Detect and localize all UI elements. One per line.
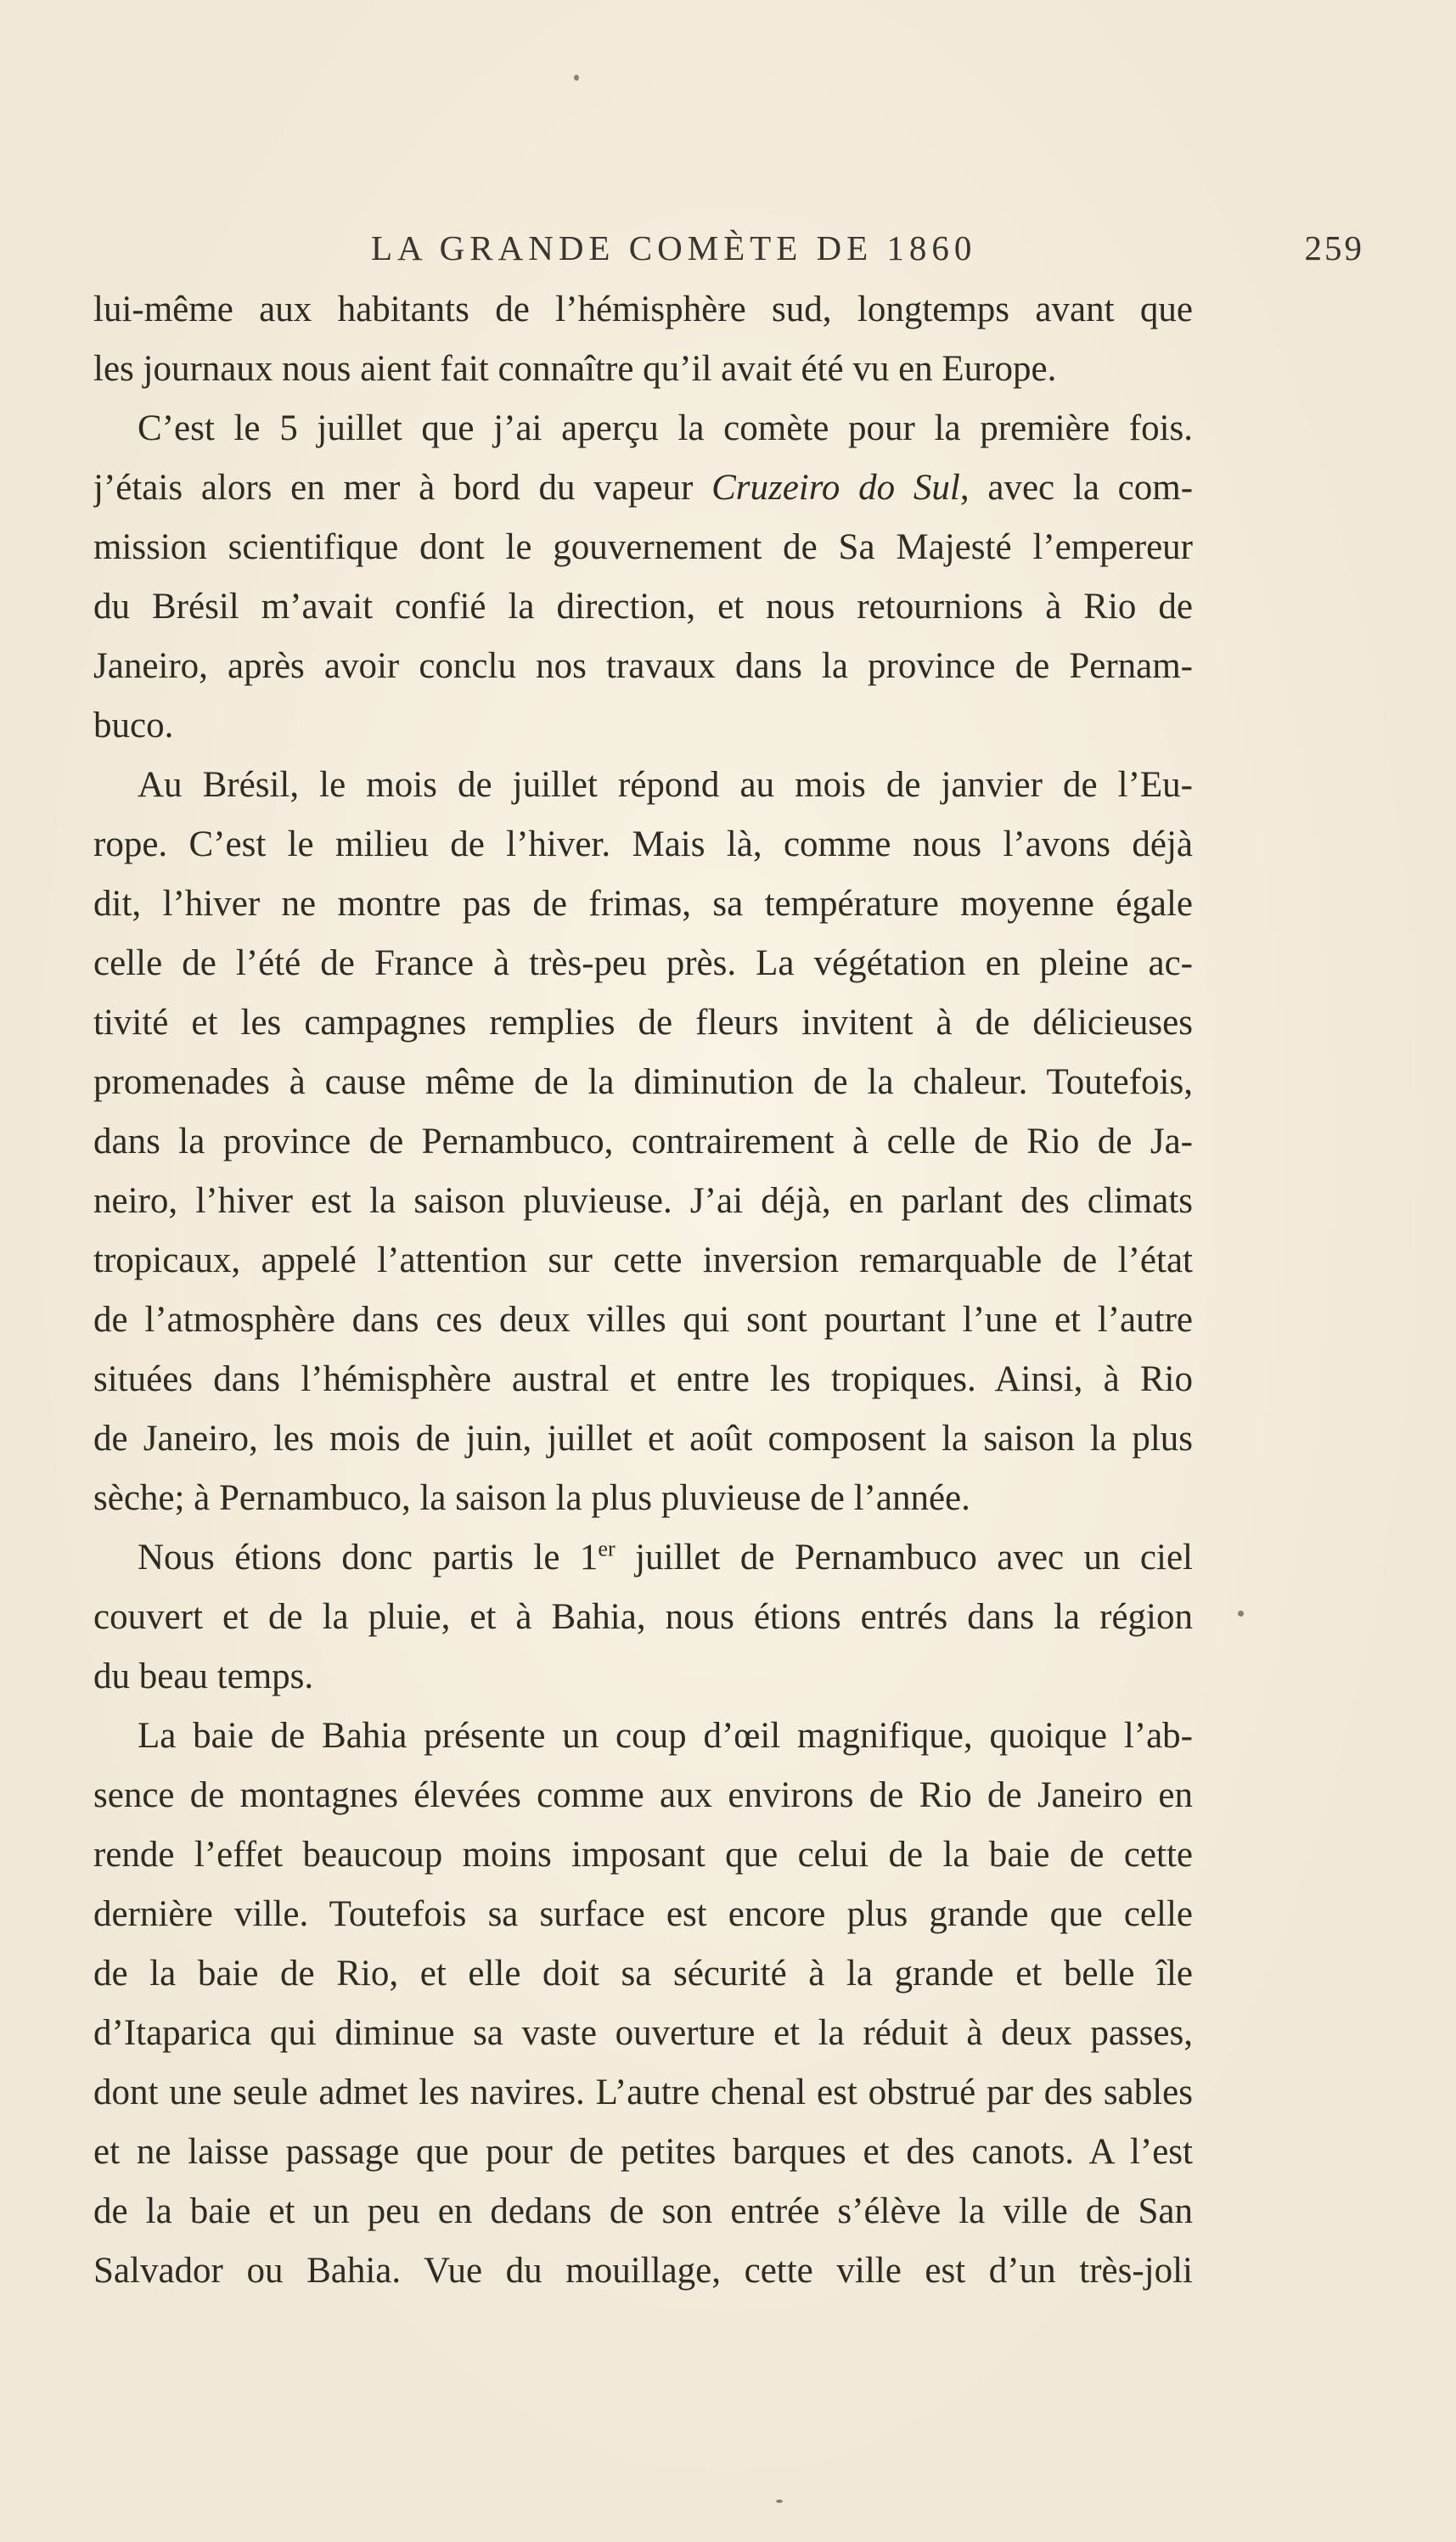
- text-line: couvert et de la pluie, et à Bahia, nous étions entrés dans la région: [93, 1597, 1193, 1637]
- text-line: du Brésil m’avait confié la direction, et nous retournions à Rio de: [93, 587, 1193, 627]
- body-text: [93, 280, 1193, 2301]
- text-line: celle de l’été de France à très-peu près. La végétation en pleine ac-: [93, 943, 1193, 983]
- text-line: sèche; à Pernambuco, la saison la plus pluvieuse de l’année.: [93, 1478, 970, 1518]
- text-line: dit, l’hiver ne montre pas de frimas, sa température moyenne égale: [93, 884, 1193, 924]
- text-line: les journaux nous aient fait connaître qu’il avait été vu en Europe.: [93, 349, 1057, 389]
- running-header: [371, 228, 1364, 275]
- text-line: [93, 458, 1193, 518]
- ordinal-superscript: er: [598, 1536, 616, 1561]
- text-line: Salvador ou Bahia. Vue du mouillage, cette ville est d’un très-joli: [93, 2251, 1193, 2291]
- text-line: sence de montagnes élevées comme aux environs de Rio de Janeiro en: [93, 1775, 1193, 1815]
- text-segment: juillet de Pernambuco avec un ciel: [615, 1538, 1193, 1578]
- running-title: LA GRANDE COMÈTE DE 1860: [371, 228, 977, 267]
- text-line: de Janeiro, les mois de juin, juillet et août composent la saison la plus: [93, 1419, 1193, 1459]
- text-line: de la baie et un peu en dedans de son entrée s’élève la ville de San: [93, 2191, 1193, 2231]
- text-line: lui-même aux habitants de l’hémisphère sud, longtemps avant que: [93, 290, 1193, 329]
- ship-name-italic: Cruzeiro do Sul: [711, 468, 960, 508]
- text-line: La baie de Bahia présente un coup d’œil magnifique, quoique l’ab-: [138, 1716, 1193, 1756]
- text-line: de la baie de Rio, et elle doit sa sécurité à la grande et belle île: [93, 1954, 1193, 1994]
- text-line: dernière ville. Toutefois sa surface est encore plus grande que celle: [93, 1894, 1193, 1934]
- text-line: promenades à cause même de la diminution de la chaleur. Toutefois,: [93, 1062, 1193, 1102]
- text-line: situées dans l’hémisphère austral et entre les tropiques. Ainsi, à Rio: [93, 1359, 1193, 1399]
- text-line: buco.: [93, 706, 174, 745]
- paper-speck: [776, 2500, 783, 2503]
- text-line: [93, 1528, 1193, 1588]
- paper-speck: [574, 75, 579, 81]
- text-line: dans la province de Pernambuco, contrairement à celle de Rio de Ja-: [93, 1122, 1193, 1161]
- text-line: dont une seule admet les navires. L’autre chenal est obstrué par des sables: [93, 2072, 1193, 2112]
- text-line: mission scientifique dont le gouvernement de Sa Majesté l’empereur: [93, 527, 1193, 567]
- text-line: rende l’effet beaucoup moins imposant que celui de la baie de cette: [93, 1835, 1193, 1875]
- text-line: tropicaux, appelé l’attention sur cette inversion remarquable de l’état: [93, 1240, 1193, 1280]
- paper-speck: [1238, 1611, 1244, 1617]
- text-line: Janeiro, après avoir conclu nos travaux dans la province de Pernam-: [93, 646, 1193, 686]
- text-segment: Nous étions donc partis le 1: [138, 1538, 599, 1578]
- text-segment: , avec la com-: [959, 468, 1193, 508]
- text-line: du beau temps.: [93, 1656, 314, 1696]
- text-line: C’est le 5 juillet que j’ai aperçu la comète pour la première fois.: [138, 408, 1193, 448]
- text-line: neiro, l’hiver est la saison pluvieuse. J’ai déjà, en parlant des climats: [93, 1181, 1193, 1221]
- text-line: Au Brésil, le mois de juillet répond au mois de janvier de l’Eu-: [138, 765, 1193, 805]
- text-line: rope. C’est le milieu de l’hiver. Mais là, comme nous l’avons déjà: [93, 824, 1193, 864]
- text-segment: j’étais alors en mer à bord du vapeur: [93, 468, 712, 508]
- text-line: et ne laisse passage que pour de petites barques et des canots. A l’est: [93, 2132, 1193, 2172]
- text-line: d’Itaparica qui diminue sa vaste ouverture et la réduit à deux passes,: [93, 2013, 1193, 2053]
- text-line: tivité et les campagnes remplies de fleurs invitent à de délicieuses: [93, 1003, 1193, 1043]
- page-number: 259: [1304, 228, 1364, 267]
- text-line: de l’atmosphère dans ces deux villes qui sont pourtant l’une et l’autre: [93, 1300, 1193, 1340]
